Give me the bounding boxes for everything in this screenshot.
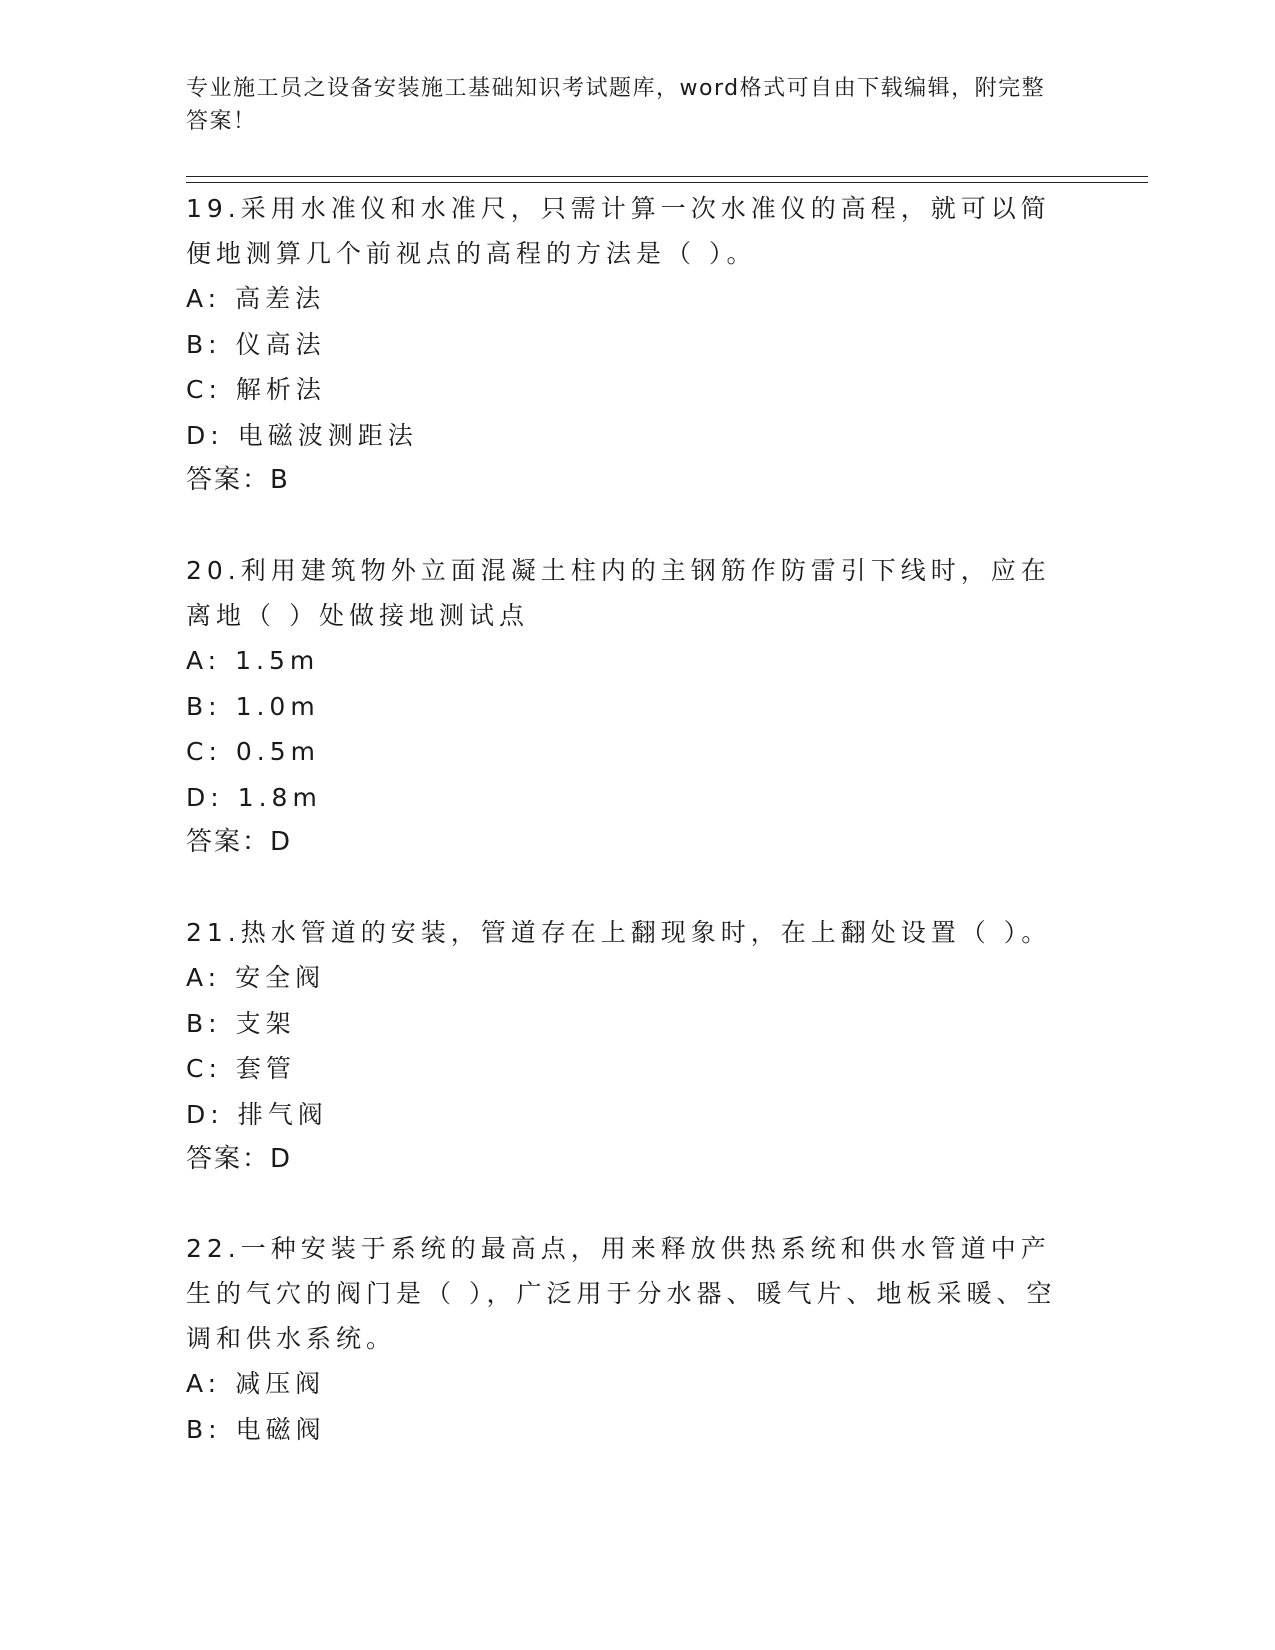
- option-key: B:: [186, 329, 222, 359]
- option-text: 支架: [235, 1008, 296, 1038]
- option-a: [186, 638, 1076, 684]
- option-text: 1.5m: [235, 646, 320, 675]
- option-key: C:: [186, 737, 222, 766]
- option-text: 安全阀: [235, 963, 326, 992]
- option-text: 1.0m: [235, 691, 320, 721]
- option-text: 0.5m: [235, 737, 321, 766]
- option-d: [186, 775, 1076, 821]
- option-d: [186, 1092, 1076, 1138]
- option-key: D:: [186, 782, 224, 812]
- question-19: [186, 186, 1076, 504]
- option-text: 减压阀: [235, 1369, 326, 1398]
- option-text: 电磁阀: [235, 1414, 326, 1444]
- option-text: 1.8m: [237, 782, 322, 812]
- question-stem: 22.一种安装于系统的最高点，用来释放供热系统和供水管道中产生的气穴的阀门是（ ），广泛用于分水器、暖气片、地板采暖、空调和供水系统。: [186, 1234, 1057, 1353]
- option-key: B:: [186, 691, 222, 721]
- answer-line: 答案：D: [186, 1144, 293, 1174]
- option-text: 排气阀: [237, 1099, 328, 1129]
- option-key: C:: [186, 375, 222, 404]
- question-21: [186, 910, 1076, 1183]
- header-divider-top: [186, 176, 1148, 177]
- option-b: [186, 1407, 1076, 1453]
- option-key: D:: [186, 420, 224, 450]
- option-b: [186, 322, 1076, 368]
- option-key: B:: [186, 1414, 222, 1444]
- question-stem: 19.采用水准仪和水准尺，只需计算一次水准仪的高程，就可以简便地测算几个前视点的高程的方法是（ ）。: [186, 194, 1051, 268]
- page-header: [186, 72, 1066, 138]
- answer-line: 答案：B: [186, 465, 290, 495]
- answer-line: 答案：D: [186, 827, 293, 857]
- option-b: [186, 1001, 1076, 1047]
- option-key: A:: [186, 646, 222, 675]
- question-20: [186, 548, 1076, 866]
- option-key: D:: [186, 1099, 224, 1129]
- option-c: [186, 1046, 1076, 1092]
- option-c: [186, 367, 1076, 413]
- option-key: A:: [186, 963, 222, 992]
- question-stem: 20.利用建筑物外立面混凝土柱内的主钢筋作防雷引下线时，应在离地（ ）处做接地测试点: [186, 556, 1051, 630]
- option-d: [186, 413, 1076, 459]
- option-c: [186, 729, 1076, 775]
- option-a: [186, 1361, 1076, 1407]
- question-22: [186, 1226, 1076, 1452]
- option-key: B:: [186, 1008, 222, 1038]
- option-a: [186, 276, 1076, 322]
- header-text: 专业施工员之设备安装施工基础知识考试题库，word格式可自由下载编辑，附完整答案！: [186, 76, 1046, 134]
- option-b: [186, 684, 1076, 730]
- option-key: A:: [186, 284, 222, 313]
- option-text: 电磁波测距法: [237, 420, 418, 450]
- option-text: 高差法: [235, 284, 326, 313]
- option-key: A:: [186, 1369, 222, 1398]
- option-text: 套管: [235, 1054, 296, 1083]
- header-divider-bottom: [186, 182, 1148, 183]
- option-text: 解析法: [235, 375, 326, 404]
- option-a: [186, 955, 1076, 1001]
- option-key: C:: [186, 1054, 222, 1083]
- question-stem: 21.热水管道的安装，管道存在上翻现象时，在上翻处设置（ ）。: [186, 918, 1052, 947]
- option-text: 仪高法: [235, 329, 326, 359]
